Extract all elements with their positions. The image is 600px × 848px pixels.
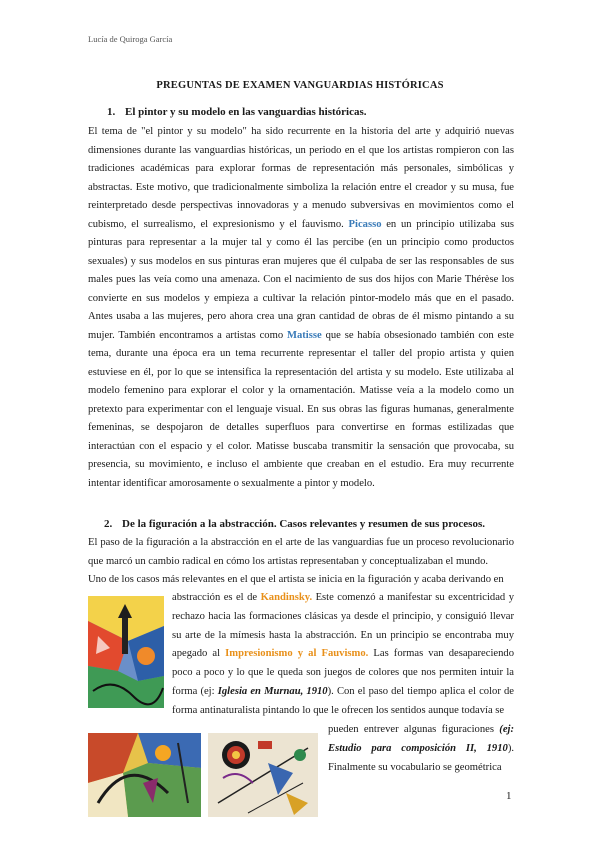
document-title: PREGUNTAS DE EXAMEN VANGUARDIAS HISTÓRICAS xyxy=(156,80,444,91)
section-2-intro: El paso de la figuración a la abstracción en el arte de las vanguardias fue un proceso revolucionario que marcó un cambio radical en cómo los artistas representaban y conceptualizaban el mundo. xyxy=(88,537,514,567)
text-run: ). Con el paso del tiempo aplica el color de forma antinaturalista pintando lo que le ofrecen los sentidos aunque todavía se xyxy=(172,685,515,716)
kandinsky-narrow-text xyxy=(328,721,514,777)
text-run: ). xyxy=(507,742,514,754)
text-run: Este comenzó a manifestar su excentricidad y rechazo hacia las formaciones clásicas ya desde el principio, y consiguió llevar su arte de la mímesis hasta la abstracción. En un principio se encontraba muy apegado al xyxy=(172,592,514,660)
section-1-title: El pintor y su modelo en las vanguardias históricas. xyxy=(125,106,367,118)
painting-iglesia-murnau xyxy=(88,596,164,708)
text-run: pueden entrever algunas figuraciones xyxy=(328,724,494,735)
painting-estudio-composicion xyxy=(88,733,201,817)
estudio-title: (ej: Estudio para composición II, 1910 xyxy=(328,724,514,754)
text-run: Finalmente su vocabulario se geométrica xyxy=(328,761,502,773)
section-1-heading xyxy=(107,106,367,118)
text-run: que se había obsesionado también con este tema, durante una época era un tema recurrente representar el taller del propio artista y quien estuviese en él, por lo que se intensifica la representación del artista y su modelo. Este utilizaba al modelo femenino para explorar el color y la ornamentación. Matisse veía a la modelo como un pretexto para experimentar con el lenguaje visual. En sus obras las figuras humanas, generalmente femeninas, se despojaron de detalles superfluos para convertirse en formas estilizadas que interactúan con el espacio y el color. Matisse buscaba transmitir la sensación que provocaba, su presencia, su movimiento, e incluso el ambiente que creaban en el estudio. Era muy recurrente intentar identificar amorosamente o sexualmente a pintor y modelo. xyxy=(88,329,514,489)
section-1-number: 1. xyxy=(107,106,116,118)
iglesia-title: Iglesia en Murnau, 1910 xyxy=(217,685,328,697)
kandinsky-highlight: Kandinsky. xyxy=(260,592,313,603)
text-run: El tema de "el pintor y su modelo" ha sido recurrente en la historia del arte y adquirió nuevas dimensiones durante las vanguardias históricas, un periodo en el que los artistas rompieron con las tradiciones académicas para explorar formas de representación más personales, simbólicas y abstractas. Este motivo, que tradicionalmente simboliza la relación entre el creador y su musa, fue reinterpretado desde perspectivas innovadoras y a menudo subversivas en movimientos como el cubismo, el surrealismo, el expresionismo y el fauvismo. xyxy=(88,126,514,230)
section-2-heading xyxy=(104,518,485,530)
section-2-number: 2. xyxy=(104,518,113,530)
painting-geometric-composition xyxy=(208,733,318,817)
author-header: Lucía de Quiroga García xyxy=(88,34,173,44)
matisse-highlight: Matisse xyxy=(286,329,322,341)
section-1-paragraph xyxy=(88,123,514,493)
kandinsky-lead-line: Uno de los casos más relevantes en el que el artista se inicia en la figuración y acaba derivando en xyxy=(88,574,504,585)
section-2-title: De la figuración a la abstracción. Casos relevantes y resumen de sus procesos. xyxy=(122,518,485,530)
text-run: en un principio utilizaba sus pinturas para representar a la mujer tal y como él las percibe (en un principio como productos sexuales) y sus modelos en sus pinturas eran mujeres que él culpaba de ser las responsables de sus males pues las veía como una amenaza. Con el nacimiento de sus dos hijos con Marie Thérèse los convierte en sus modelos y empieza a cultivar la relación pintor-modelo más que en el pasado. Antes usaba a las mujeres, pero ahora crea una gran cantidad de obras de él mismo pintando a su mujer. También encontramos a artistas como xyxy=(88,218,514,341)
text-run: abstracción es el de xyxy=(172,592,258,603)
picasso-highlight: Picasso xyxy=(348,218,382,230)
movements-highlight: Impresionismo y al Fauvismo. xyxy=(225,648,369,660)
text-run: Las formas van desapareciendo poco a poco y lo que le queda son juegos de colores que nos permiten intuir la forma (ej: xyxy=(172,648,514,697)
page-number: 1 xyxy=(506,790,512,802)
kandinsky-wrapped-text xyxy=(172,589,514,721)
